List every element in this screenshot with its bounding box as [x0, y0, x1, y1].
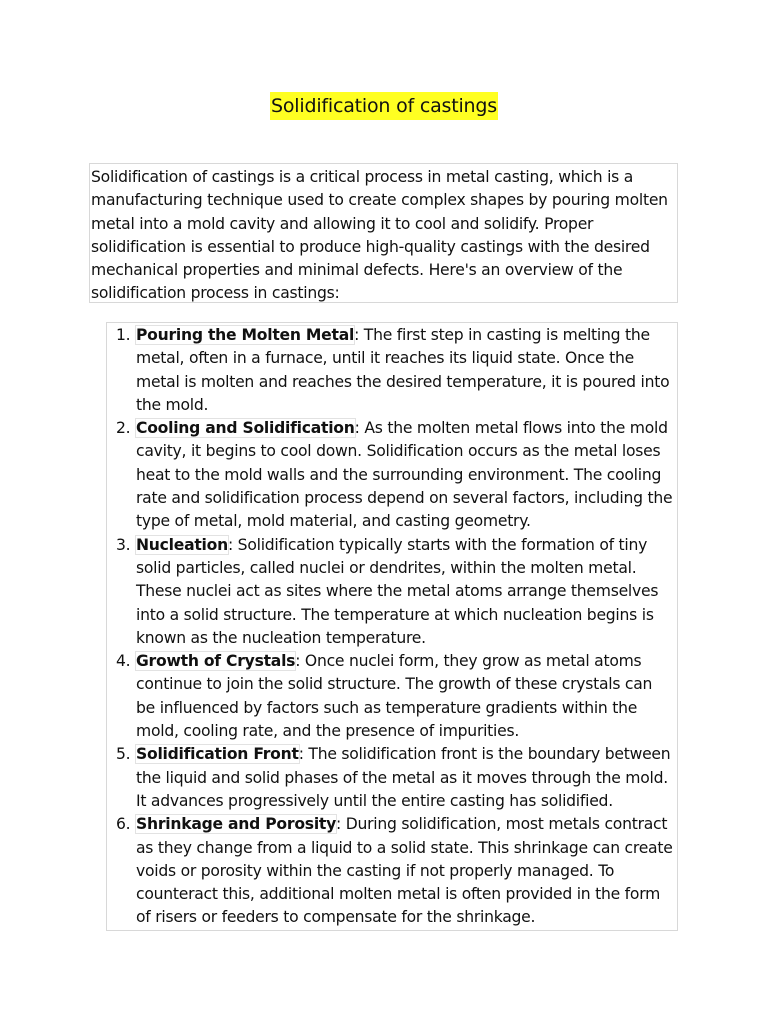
list-item	[107, 650, 677, 743]
list-item-number: 6.	[116, 815, 131, 834]
list-item-number: 3.	[116, 535, 131, 554]
list-item-term: Solidification Front	[136, 745, 299, 764]
intro-paragraph: Solidification of castings is a critical process in metal casting, which is a manufacturing technique used to create complex shapes by pouring molten metal into a mold cavity and allowing it to cool and solidify. Proper solidification is essential to produce high-quality castings with the desired mechanical properties and minimal defects. Here's an overview of the solidification process in castings:	[89, 163, 678, 303]
list-item-body	[136, 650, 677, 743]
list-item-body	[136, 324, 677, 417]
list-item-text: : The first step in casting is melting the metal, often in a furnace, until it reaches its liquid state. Once the metal is molten and reaches the desired temperature, it is poured into the mold.	[136, 326, 670, 414]
list-item-text: : Solidification typically starts with the formation of tiny solid particles, called nuclei or dendrites, within the molten metal. These nuclei act as sites where the metal atoms arrange themselves into a solid structure. The temperature at which nucleation begins is known as the nucleation temperature.	[136, 535, 659, 647]
list-item-number: 4.	[116, 652, 131, 671]
list-item-body	[136, 417, 677, 533]
list-item-body	[136, 743, 677, 813]
list-item	[107, 743, 677, 813]
list-item	[107, 324, 677, 417]
list-item-text: : The solidification front is the boundary between the liquid and solid phases of the metal as it moves through the mold. It advances progressively until the entire casting has solidified.	[136, 745, 671, 810]
list-item-term: Pouring the Molten Metal	[136, 326, 355, 344]
list-item-term: Cooling and Solidification	[136, 419, 355, 438]
list-item-term: Growth of Crystals	[136, 652, 296, 671]
list-item-number: 1.	[116, 326, 131, 344]
steps-list	[107, 324, 677, 930]
list-item-text: : During solidification, most metals contract as they change from a liquid to a solid state. This shrinkage can create voids or porosity within the casting if not properly managed. To counteract this, additional molten metal is often provided in the form of risers or feeders to compensate for the shrinkage.	[136, 815, 673, 927]
list-item-number: 2.	[116, 419, 131, 438]
list-item-body	[136, 813, 677, 929]
list-item-body	[136, 534, 677, 650]
page-title: Solidification of castings	[270, 92, 498, 120]
list-item-text: : Once nuclei form, they grow as metal atoms continue to join the solid structure. The growth of these crystals can be influenced by factors such as temperature gradients within the mold, cooling rate, and the presence of impurities.	[136, 652, 653, 741]
list-item	[107, 417, 677, 533]
list-item	[107, 813, 677, 929]
list-item-term: Nucleation	[136, 535, 228, 554]
list-item-text: : As the molten metal flows into the mold cavity, it begins to cool down. Solidification occurs as the metal loses heat to the mold walls and the surrounding environment. The cooling rate and solidification process depend on several factors, including the type of metal, mold material, and casting geometry.	[136, 419, 673, 531]
list-item-number: 5.	[116, 745, 131, 764]
title-container	[0, 92, 768, 120]
list-item	[107, 534, 677, 650]
steps-list-container	[106, 322, 678, 931]
list-item-term: Shrinkage and Porosity	[136, 815, 337, 834]
